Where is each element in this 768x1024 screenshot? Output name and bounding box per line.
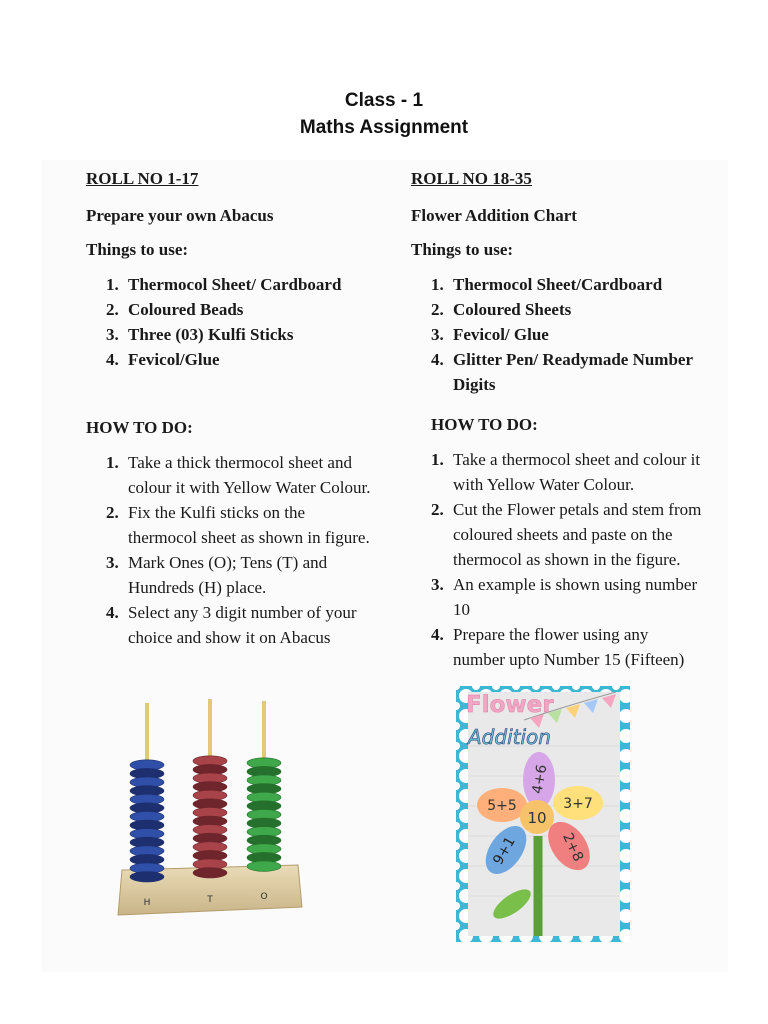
abacus-bead <box>247 861 281 871</box>
addition-title-word: Addition <box>468 725 551 749</box>
abacus-label-o: O <box>260 892 268 902</box>
list-item: 4. Select any 3 digit number of your choice and show it on Abacus <box>106 603 357 647</box>
right-column <box>411 169 711 672</box>
left-materials-list <box>106 272 386 372</box>
petal-label: 5+5 <box>487 798 517 814</box>
abacus-beads-tens <box>193 756 227 878</box>
flower-chart-image <box>456 686 630 942</box>
class-title: Class - 1 <box>344 90 424 111</box>
list-item: 4. Prepare the flower using any number upto Number 15 (Fifteen) <box>431 625 685 669</box>
list-item: 4. Glitter Pen/ Readymade Number Digits <box>431 350 693 394</box>
abacus-label-h: H <box>143 898 151 908</box>
list-item: 1. Thermocol Sheet/Cardboard <box>431 275 663 294</box>
abacus-beads-ones <box>247 758 281 872</box>
right-task-title: Flower Addition Chart <box>411 206 577 225</box>
petal-label: 3+7 <box>563 796 593 812</box>
right-steps-list <box>431 447 703 672</box>
left-steps-list <box>106 450 376 650</box>
list-item: 3. Mark Ones (O); Tens (T) and Hundreds (H) place. <box>106 553 328 597</box>
abacus-beads-hundreds <box>130 760 164 882</box>
list-item: 2. Fix the Kulfi sticks on the thermocol sheet as shown in figure. <box>106 503 370 547</box>
left-things-heading: Things to use: <box>86 240 189 259</box>
abacus-bead <box>193 868 227 878</box>
left-how-heading: HOW TO DO: <box>86 418 193 437</box>
left-task-title: Prepare your own Abacus <box>86 206 274 225</box>
list-item: 3. Three (03) Kulfi Sticks <box>106 325 294 344</box>
petal-label: 2+8 <box>559 830 587 865</box>
list-item: 1. Take a thermocol sheet and colour it with Yellow Water Colour. <box>431 450 701 494</box>
list-item: 1. Take a thick thermocol sheet and colour it with Yellow Water Colour. <box>106 453 371 497</box>
abacus-image <box>110 695 310 930</box>
list-item: 3. An example is shown using number 10 <box>431 575 698 619</box>
list-item: 2. Cut the Flower petals and stem from coloured sheets and paste on the thermocol as shown in the figure. <box>431 500 702 569</box>
list-item: 4. Fevicol/Glue <box>106 350 220 369</box>
abacus-bead <box>130 872 164 882</box>
left-column <box>86 169 386 650</box>
flower-center-number: 10 <box>527 809 547 827</box>
abacus-label-t: T <box>207 895 213 905</box>
left-roll-heading: ROLL NO 1-17 <box>86 169 199 188</box>
list-item: 3. Fevicol/ Glue <box>431 325 549 344</box>
petal-label: 9+1 <box>490 834 519 868</box>
right-materials-list <box>431 272 701 397</box>
right-roll-heading: ROLL NO 18-35 <box>411 169 532 188</box>
right-things-heading: Things to use: <box>411 240 514 259</box>
assignment-title: Maths Assignment <box>299 117 469 138</box>
petal-label: 4+6 <box>529 763 551 796</box>
right-how-heading: HOW TO DO: <box>431 415 538 434</box>
list-item: 1. Thermocol Sheet/ Cardboard <box>106 275 342 294</box>
flower-title-word: Flower <box>466 692 554 718</box>
list-item: 2. Coloured Beads <box>106 300 244 319</box>
list-item: 2. Coloured Sheets <box>431 300 572 319</box>
